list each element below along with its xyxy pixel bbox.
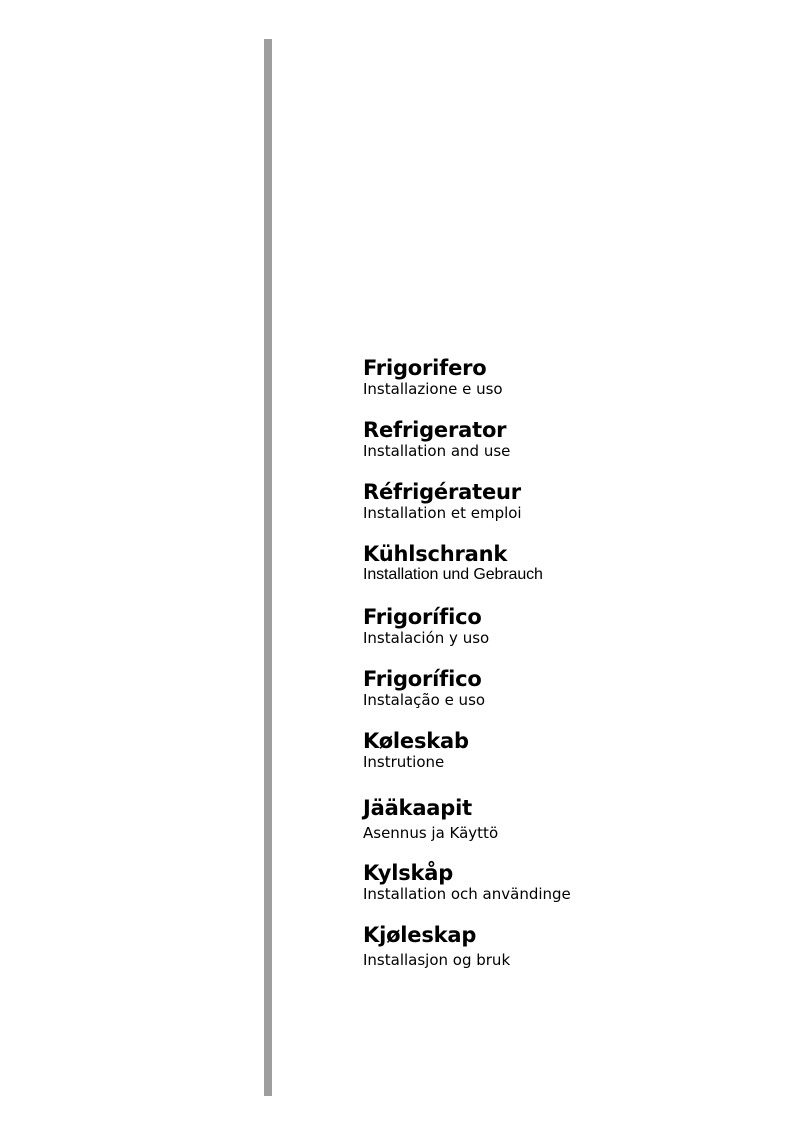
entry-title: Frigorífico <box>363 667 482 691</box>
language-entry-german <box>363 542 783 584</box>
entry-title: Køleskab <box>363 729 469 753</box>
entry-title: Kylskåp <box>363 861 454 885</box>
entry-subtitle: Installazione e uso <box>363 380 503 398</box>
language-entry-spanish <box>363 605 783 647</box>
entry-title: Frigorifero <box>363 356 487 380</box>
entry-title: Kühlschrank <box>363 542 508 566</box>
language-entry-danish <box>363 729 783 771</box>
language-entry-swedish <box>363 861 783 903</box>
entry-title: Réfrigérateur <box>363 480 521 504</box>
language-entry-french <box>363 480 783 522</box>
entry-subtitle: Installation och användinge <box>363 885 571 903</box>
entry-subtitle: Installation and use <box>363 442 511 460</box>
language-entry-english <box>363 418 783 460</box>
entry-subtitle: Instalação e uso <box>363 691 486 709</box>
entry-subtitle: Installation und Gebrauch <box>363 566 543 583</box>
language-entry-portuguese <box>363 667 783 709</box>
vertical-accent-bar <box>264 39 272 1096</box>
entry-title: Kjøleskap <box>363 923 477 947</box>
entry-subtitle: Installasjon og bruk <box>363 951 511 969</box>
language-entry-norwegian <box>363 923 783 969</box>
language-entry-italian <box>363 356 783 398</box>
entry-subtitle: Installation et emploi <box>363 504 522 522</box>
language-entry-finnish <box>363 796 783 842</box>
entry-title: Jääkaapit <box>363 796 472 820</box>
entry-subtitle: Instrutione <box>363 753 445 771</box>
entry-title: Frigorífico <box>363 605 482 629</box>
entry-title: Refrigerator <box>363 418 507 442</box>
entry-subtitle: Instalación y uso <box>363 629 490 647</box>
entry-subtitle: Asennus ja Käyttö <box>363 824 499 842</box>
